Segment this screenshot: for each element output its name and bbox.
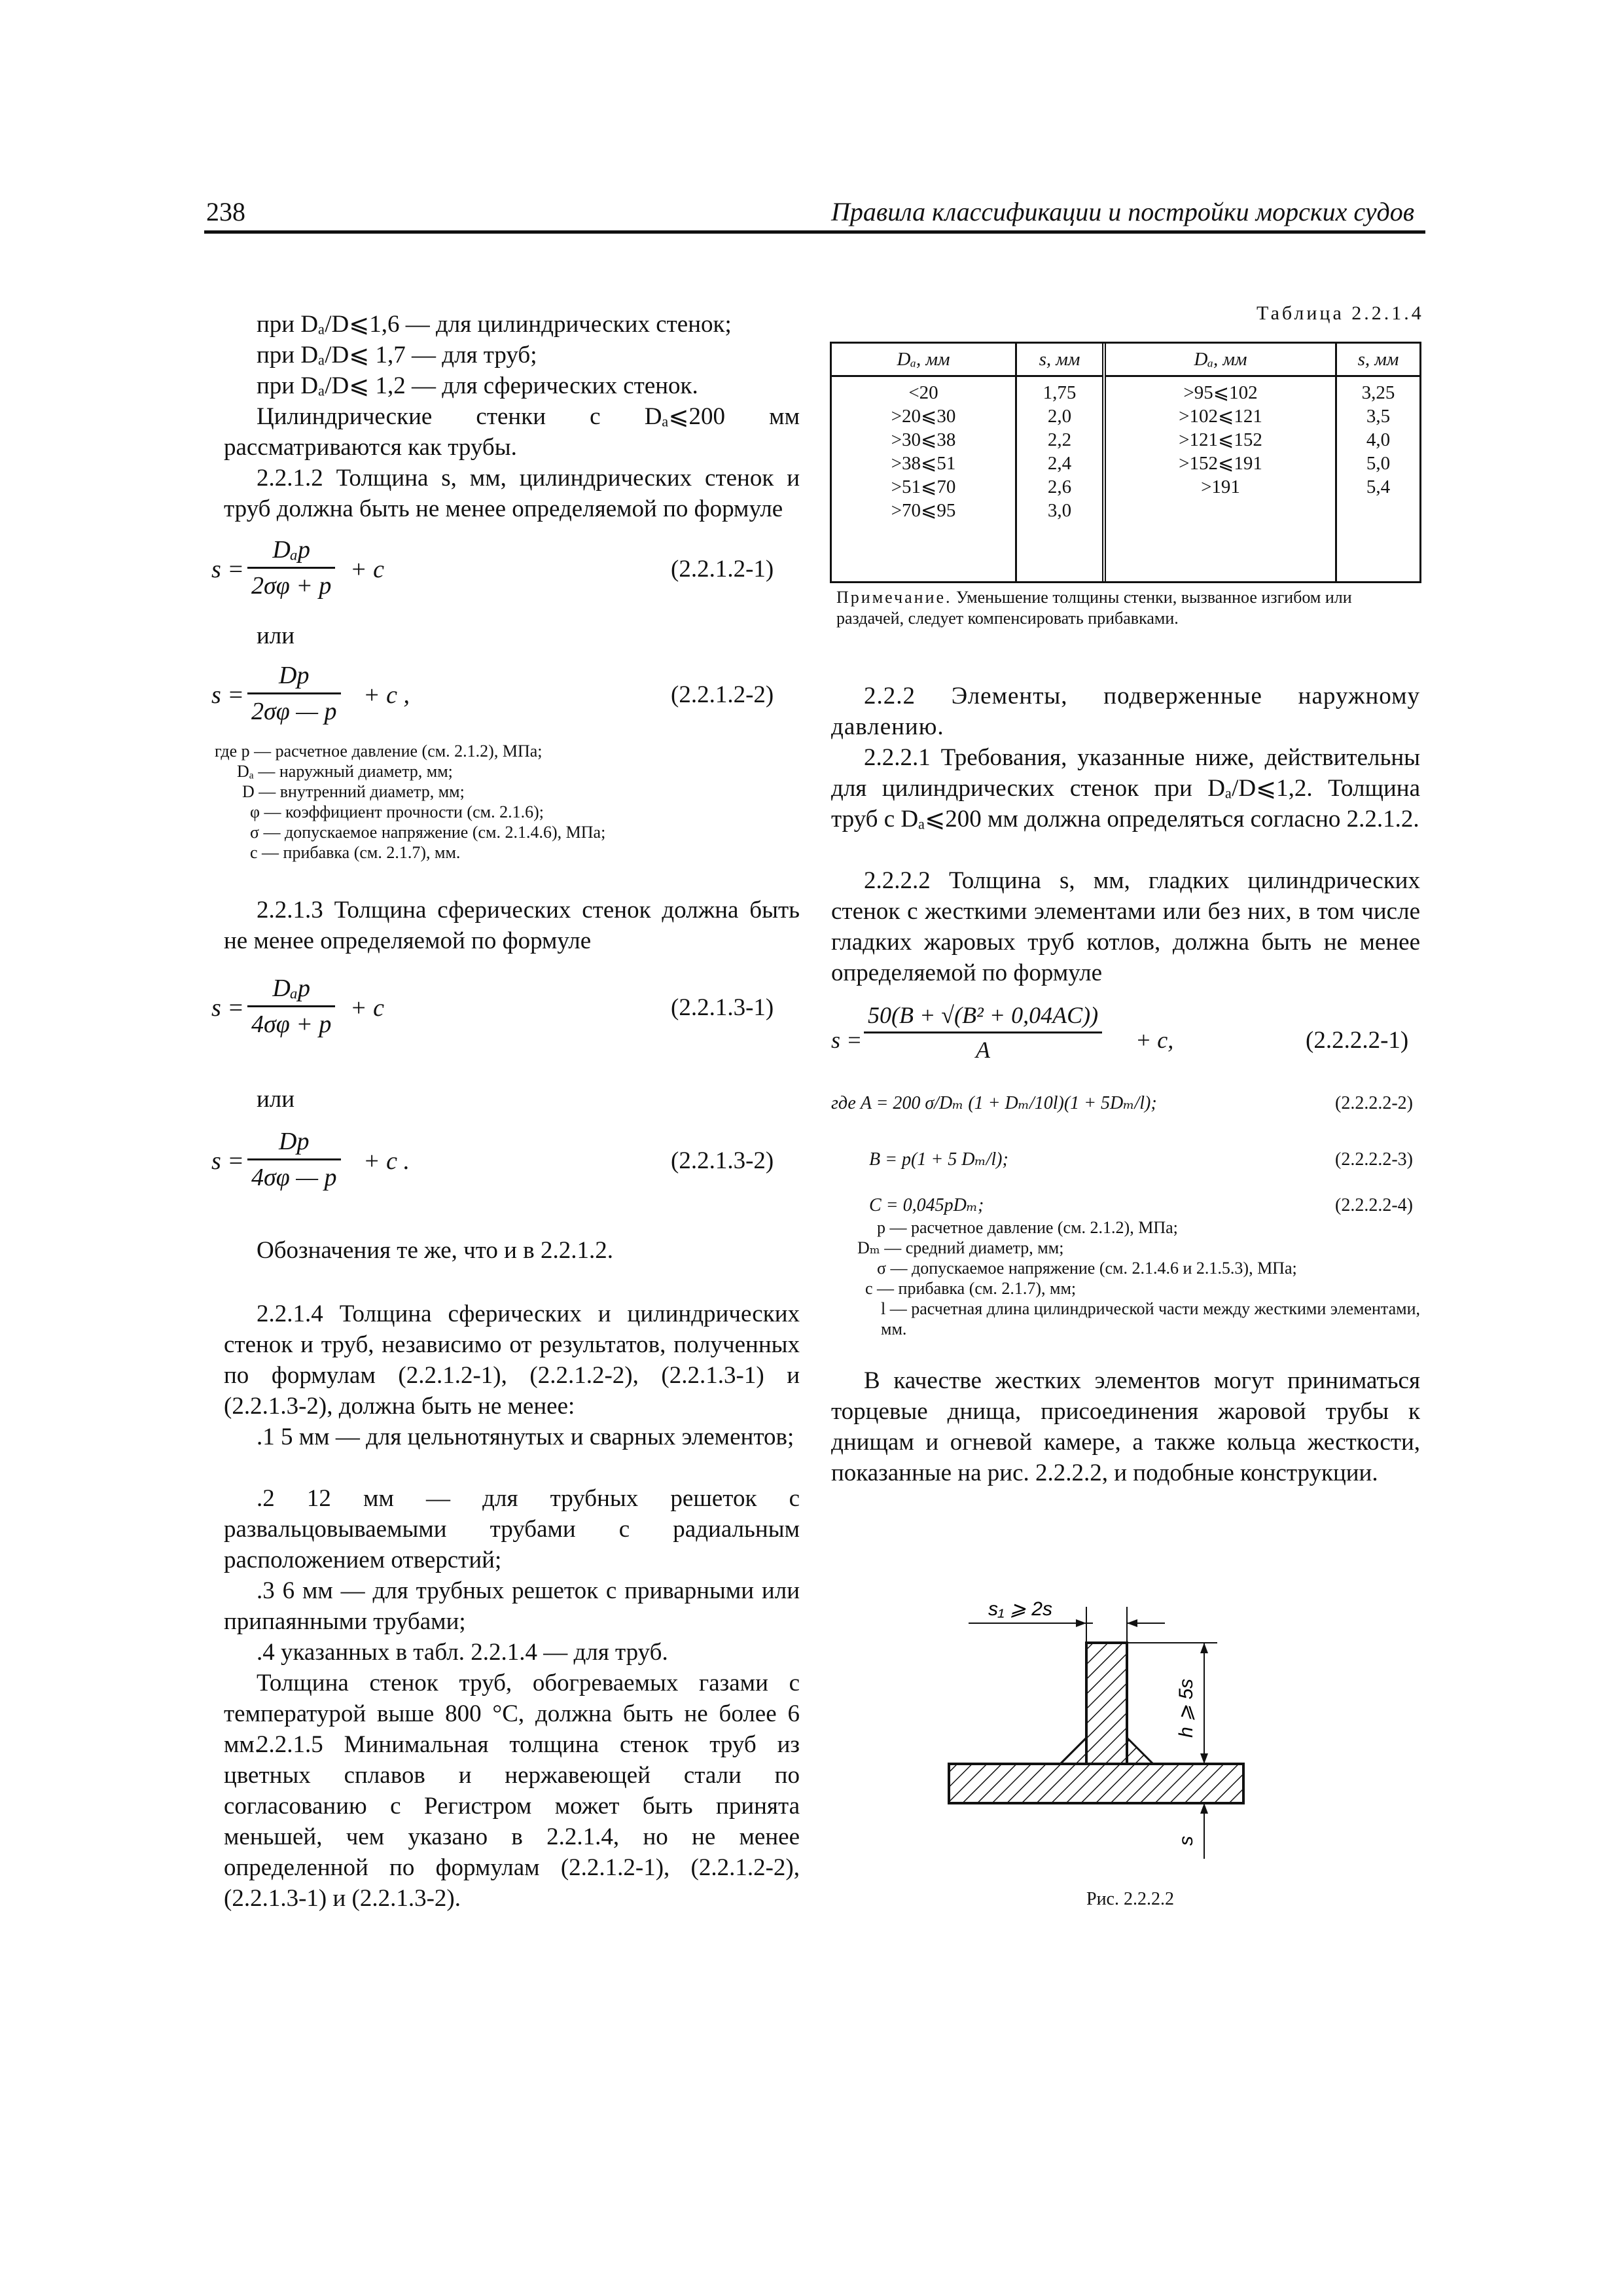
table-cell: <20 >20⩽30 >30⩽38 >38⩽51 >51⩽70 >70⩽95 [832, 376, 1016, 598]
legend-line: φ — коэффициент прочности (см. 2.1.6); [250, 802, 544, 821]
arrow-icon [1200, 1803, 1208, 1814]
formula-tail: + c . [363, 1147, 410, 1175]
equation-number: (2.2.2.2-3) [1335, 1149, 1413, 1170]
or-text: или [257, 1086, 295, 1113]
numerator: Dₐp [272, 975, 310, 1002]
item-2: .2 12 мм — для трубных решеток с развальцовываемыми трубами с радиальным расположением отверстий; [224, 1485, 800, 1573]
heated-tubes: Толщина стенок труб, обогреваемых газами с температурой выше 800 °С, должна быть не более 6 мм. [224, 1670, 800, 1758]
numerator: Dp [279, 662, 310, 689]
equation-number: (2.2.1.3-1) [671, 994, 774, 1021]
weld-figure [942, 1571, 1335, 1885]
formula-tail: + c , [363, 681, 410, 709]
equation-number: (2.2.1.2-2) [671, 681, 774, 708]
arrow-icon [1200, 1753, 1208, 1764]
header-da: Dₐ, мм [1104, 344, 1336, 376]
legend-line: p — расчетное давление (см. 2.1.2), МПа; [877, 1218, 1178, 1237]
equation-number: (2.2.2.2-2) [1335, 1093, 1413, 1113]
equation-number: (2.2.2.2-1) [1306, 1027, 1409, 1054]
arrow-icon [1076, 1619, 1086, 1627]
weld-left [1060, 1738, 1086, 1764]
equation-number: (2.2.2.2-4) [1335, 1195, 1413, 1215]
arrow-icon [1127, 1619, 1137, 1627]
label-s: s [1175, 1836, 1197, 1846]
equation-number: (2.2.1.2-1) [671, 556, 774, 583]
stiffening-rib [1086, 1643, 1127, 1764]
legend-line: σ — допускаемое напряжение (см. 2.1.4.6), МПа; [250, 823, 606, 842]
note-text: Уменьшение толщины стенки, вызванное изгибом или раздачей, следует компенсировать прибавками. [836, 588, 1352, 628]
formula-fraction [247, 661, 341, 726]
table-cell: 1,75 2,0 2,2 2,4 2,6 3,0 [1016, 376, 1105, 598]
note-label: Примечание. [836, 588, 952, 607]
thickness-table [832, 344, 1419, 598]
formula-tail: + c [350, 556, 385, 583]
table-caption: Таблица 2.2.1.4 [1257, 302, 1424, 324]
item-1: .1 5 мм — для цельнотянутых и сварных элементов; [257, 1424, 794, 1450]
legend-line: Dₐ — наружный диаметр, мм; [237, 762, 453, 781]
header-rule [204, 230, 1425, 234]
item-4: .4 указанных в табл. 2.2.1.4 — для труб. [257, 1639, 668, 1666]
denominator: 4σφ — p [247, 1158, 341, 1192]
denominator: 2σφ + p [247, 567, 335, 600]
formula-lhs: s = [211, 681, 244, 709]
legend-line: l — расчетная длина цилиндрической части между жесткими элементами, мм. [881, 1299, 1420, 1338]
para-2215: 2.2.1.5 Минимальная толщина стенок труб из цветных сплавов и нержавеющей стали по согласованию с Регистром может быть принята меньшей, чем указано в 2.2.1.4, но не менее определенной по формулам (2.2.1.2-1), (2.2.1.2-2), (2.2.1.3-1) и (2.2.1.3-2). [224, 1731, 800, 1912]
condition-cyl: при Dₐ/D⩽1,6 — для цилиндрических стенок; [257, 311, 732, 338]
base-plate [949, 1764, 1243, 1803]
header-s: s, мм [1016, 344, 1105, 376]
para-2222: 2.2.2.2 Толщина s, мм, гладких цилиндрических стенок с жесткими элементами или без них, в том числе гладких жаровых труб котлов, должна быть не менее определяемой по формуле [831, 867, 1420, 986]
legend-line: σ — допускаемое напряжение (см. 2.1.4.6 и 2.1.5.3), МПа; [877, 1259, 1297, 1278]
legend-line: где p — расчетное давление (см. 2.1.2), МПа; [215, 742, 543, 761]
formula-lhs: s = [211, 1147, 244, 1175]
para-2221: 2.2.2.1 Требования, указанные ниже, действительны для цилиндрических стенок при Dₐ/D⩽1,2. Толщина труб с Dₐ⩽200 мм должна определяться согласно 2.2.1.2. [831, 744, 1420, 833]
condition-sphere: при Dₐ/D⩽ 1,2 — для сферических стенок. [257, 372, 698, 399]
formula-a: где A = 200 σ/Dₘ (1 + Dₘ/10l)(1 + 5Dₘ/l); [831, 1093, 1157, 1113]
table-cell: 3,25 3,5 4,0 5,0 5,4 [1336, 376, 1420, 598]
formula-c: C = 0,045pDₘ; [869, 1195, 984, 1215]
formula-tail: + c [350, 994, 385, 1022]
para-2214: 2.2.1.4 Толщина сферических и цилиндрических стенок и труб, независимо от результатов, полученных по формулам (2.2.1.2-1), (2.2.1.2-2), (2.2.1.3-1) и (2.2.1.3-2), должна быть не менее: [224, 1300, 800, 1420]
condition-tube: при Dₐ/D⩽ 1,7 — для труб; [257, 342, 537, 368]
legend-line: D — внутренний диаметр, мм; [242, 782, 465, 801]
formula-lhs: s = [831, 1027, 863, 1053]
heading-222: 2.2.2 Элементы, подверженные наружному давлению. [831, 683, 1420, 740]
table-row [832, 376, 1419, 598]
formula-lhs: s = [211, 556, 244, 583]
table-cell: >95⩽102 >102⩽121 >121⩽152 >152⩽191 >191 [1104, 376, 1336, 598]
formula-tail: + c, [1135, 1027, 1174, 1053]
formula-fraction [247, 974, 335, 1039]
para-2212: 2.2.1.2 Толщина s, мм, цилиндрических стенок и труб должна быть не менее определяемой по формуле [224, 465, 800, 522]
formula-b: B = p(1 + 5 Dₘ/l); [869, 1149, 1008, 1170]
legend-line: c — прибавка (см. 2.1.7), мм; [865, 1279, 1077, 1298]
header-da: Dₐ, мм [832, 344, 1016, 376]
legend-line: c — прибавка (см. 2.1.7), мм. [250, 843, 461, 862]
cyl-note: Цилиндрические стенки с Dₐ⩽200 мм рассматриваются как трубы. [224, 403, 800, 461]
formula-fraction [864, 1001, 1102, 1064]
formula-fraction [247, 1127, 341, 1192]
page-number: 238 [206, 197, 245, 226]
formula-fraction [247, 535, 335, 600]
table-note-box [830, 581, 1421, 636]
legend-line: Dₘ — средний диаметр, мм; [857, 1238, 1064, 1257]
equation-number: (2.2.1.3-2) [671, 1147, 774, 1174]
label-h: h ⩾ 5s [1175, 1678, 1197, 1738]
numerator: Dₐp [272, 536, 310, 564]
numerator: 50(B + √(B² + 0,04AC)) [868, 1002, 1099, 1028]
numerator: Dp [279, 1128, 310, 1155]
denominator: 4σφ + p [247, 1005, 335, 1039]
label-s1: s₁ ⩾ 2s [988, 1598, 1052, 1620]
figure-caption: Рис. 2.2.2.2 [1086, 1889, 1174, 1909]
header-s: s, мм [1336, 344, 1420, 376]
weld-right [1127, 1738, 1153, 1764]
same-notation: Обозначения те же, что и в 2.2.1.2. [257, 1237, 613, 1264]
arrow-icon [1200, 1643, 1208, 1653]
or-text: или [257, 622, 295, 649]
stiffening-elements: В качестве жестких элементов могут приниматься торцевые днища, присоединения жаровой трубы к днищам и огневой камере, а также кольца жесткости, показанные на рис. 2.2.2.2, и подобные конструкции. [831, 1367, 1420, 1486]
item-3: .3 6 мм — для трубных решеток с приварными или припаянными трубами; [224, 1577, 800, 1635]
running-title: Правила классификации и постройки морских судов [831, 197, 1415, 226]
denominator: 2σφ — p [247, 692, 341, 726]
denominator: A [864, 1031, 1102, 1064]
para-2213: 2.2.1.3 Толщина сферических стенок должна быть не менее определяемой по формуле [224, 897, 800, 954]
formula-lhs: s = [211, 994, 244, 1022]
table-header-row [832, 344, 1419, 376]
